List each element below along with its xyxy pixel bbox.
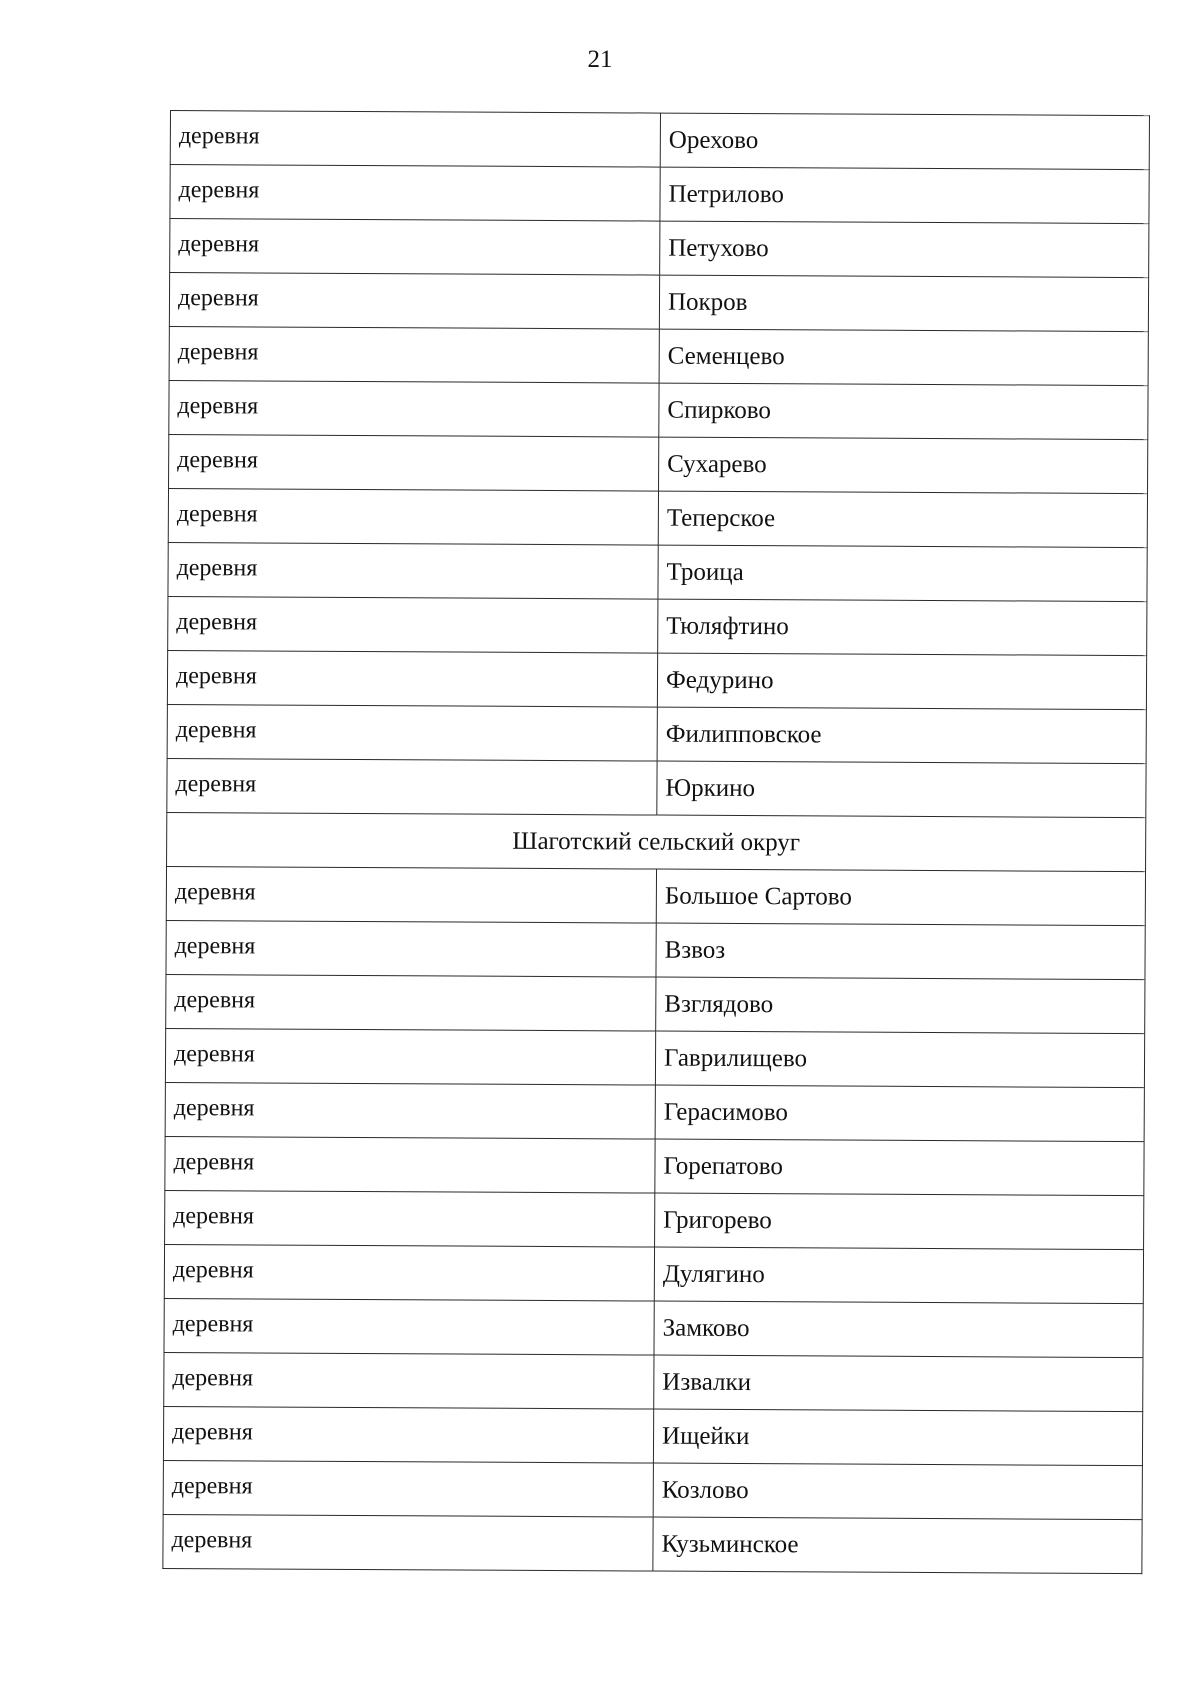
settlement-name-cell: Теперское (658, 491, 1147, 548)
settlement-name-cell: Спирково (659, 383, 1148, 440)
table-row (168, 596, 1147, 655)
settlement-type-cell: деревня (167, 758, 657, 815)
settlement-type-cell: деревня (169, 326, 659, 383)
settlement-type-cell: деревня (168, 542, 658, 599)
table-row (169, 326, 1148, 385)
table-row (166, 920, 1145, 979)
settlement-type-cell: деревня (166, 920, 656, 977)
settlement-type-cell: деревня (166, 866, 656, 923)
settlement-name-cell: Федурино (657, 653, 1146, 710)
settlement-name-cell: Герасимово (655, 1085, 1144, 1142)
settlement-type-cell: деревня (165, 1190, 655, 1247)
table-row (168, 488, 1147, 547)
table-row (170, 165, 1149, 224)
section-heading-row (167, 812, 1146, 871)
settlement-type-cell: деревня (167, 650, 657, 707)
settlement-name-cell: Сухарево (659, 437, 1148, 494)
settlement-name-cell: Козлово (653, 1463, 1142, 1520)
settlement-type-cell: деревня (169, 434, 659, 491)
settlement-name-cell: Дулягино (654, 1247, 1143, 1304)
table-row (170, 219, 1149, 278)
table-row (169, 273, 1148, 332)
table-row (167, 704, 1146, 763)
settlement-name-cell: Петухово (660, 221, 1149, 278)
settlement-name-cell: Большое Сартово (656, 869, 1145, 926)
settlement-name-cell: Гаврилищево (655, 1031, 1144, 1088)
settlement-name-cell: Филипповское (657, 707, 1146, 764)
table-row (164, 1352, 1143, 1411)
settlement-type-cell: деревня (170, 219, 660, 276)
table-row (164, 1244, 1143, 1303)
page-number: 21 (587, 46, 613, 73)
table-row (164, 1298, 1143, 1357)
settlement-type-cell: деревня (164, 1298, 654, 1355)
table-row (163, 1406, 1142, 1465)
table-row (166, 866, 1145, 925)
table-row (165, 1082, 1144, 1141)
settlement-type-cell: деревня (164, 1352, 654, 1409)
settlements-table-body (163, 111, 1150, 1574)
settlement-type-cell: деревня (168, 488, 658, 545)
settlement-name-cell: Петрилово (660, 167, 1149, 224)
table-row (167, 650, 1146, 709)
settlement-type-cell: деревня (163, 1406, 653, 1463)
settlement-type-cell: деревня (163, 1460, 653, 1517)
settlement-type-cell: деревня (167, 704, 657, 761)
settlement-name-cell: Взвоз (656, 923, 1145, 980)
settlement-name-cell: Покров (659, 275, 1148, 332)
settlement-name-cell: Горепатово (655, 1139, 1144, 1196)
table-row (167, 758, 1146, 817)
settlement-type-cell: деревня (163, 1514, 653, 1571)
table-row (168, 542, 1147, 601)
table-row (163, 1460, 1142, 1519)
settlements-table (162, 110, 1150, 1574)
settlement-name-cell: Семенцево (659, 329, 1148, 386)
settlement-name-cell: Троица (658, 545, 1147, 602)
table-row (165, 1028, 1144, 1087)
settlement-name-cell: Орехово (660, 113, 1149, 170)
settlement-type-cell: деревня (168, 596, 658, 653)
settlement-type-cell: деревня (164, 1244, 654, 1301)
table-row (169, 380, 1148, 439)
settlement-type-cell: деревня (165, 1136, 655, 1193)
settlement-name-cell: Замково (654, 1301, 1143, 1358)
table-row (166, 974, 1145, 1033)
settlement-name-cell: Григорево (655, 1193, 1144, 1250)
table-row (165, 1136, 1144, 1195)
section-heading: Шаготский сельский округ (167, 812, 1146, 871)
settlement-name-cell: Кузьминское (653, 1517, 1142, 1574)
table-row (163, 1514, 1142, 1573)
settlement-type-cell: деревня (165, 1082, 655, 1139)
table-row (165, 1190, 1144, 1249)
table-row (169, 434, 1148, 493)
settlement-type-cell: деревня (169, 380, 659, 437)
settlement-type-cell: деревня (165, 1028, 655, 1085)
settlement-name-cell: Извалки (654, 1355, 1143, 1412)
settlement-name-cell: Взглядово (656, 977, 1145, 1034)
settlement-type-cell: деревня (170, 165, 660, 222)
settlement-type-cell: деревня (170, 111, 660, 168)
table-row (170, 111, 1149, 170)
settlement-name-cell: Ищейки (653, 1409, 1142, 1466)
settlement-name-cell: Тюляфтино (658, 599, 1147, 656)
settlement-type-cell: деревня (169, 273, 659, 330)
settlement-name-cell: Юркино (657, 761, 1146, 818)
settlement-type-cell: деревня (166, 974, 656, 1031)
